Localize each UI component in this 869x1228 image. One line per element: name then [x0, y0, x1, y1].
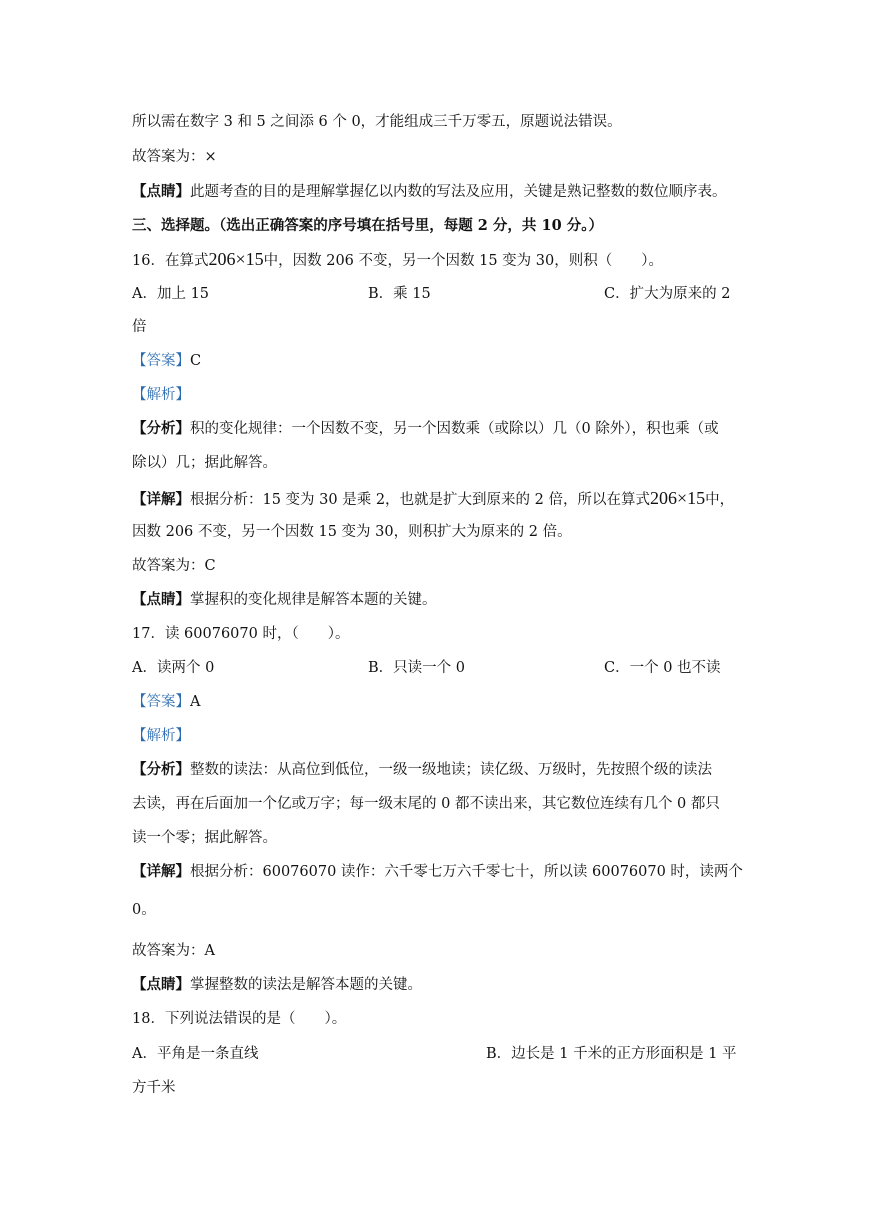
- xiangjie-tag: 【详解】: [132, 863, 190, 880]
- xiangjie-tag: 【详解】: [132, 491, 190, 508]
- xiangjie-text: 根据分析：60076070 读作：六千零七万六千零七十，所以读 60076070 时，读两个: [190, 864, 743, 880]
- xiangjie-line: [132, 488, 734, 510]
- final-answer: 故答案为：A: [132, 943, 215, 959]
- fenxi-line: [132, 419, 719, 439]
- option-a: A．加上 15: [132, 286, 210, 302]
- dianjing-tag: 【点睛】: [132, 976, 190, 993]
- fenxi-line: 去读，再在后面加一个亿或万字；每一级末尾的 0 都不读出来，其它数位连续有几个 0 都只: [132, 796, 720, 812]
- fenxi-line: 读一个零；据此解答。: [132, 830, 277, 846]
- option-b: B．乘 15: [368, 286, 431, 302]
- option-b: B．边长是 1 千米的正方形面积是 1 平: [486, 1046, 737, 1062]
- answer-value: A: [190, 694, 201, 710]
- answer-line: 故答案为：×: [132, 149, 217, 165]
- dianjing-line: [132, 182, 727, 202]
- fenxi-text: 整数的读法：从高位到低位，一级一级地读；读亿级、万级时，先按照个级的读法: [190, 762, 712, 778]
- option-a: A．读两个 0: [132, 660, 215, 676]
- question-17-stem: 17．读 60076070 时，（ ）。: [132, 626, 350, 642]
- fenxi-text: 积的变化规律：一个因数不变，另一个因数乘（或除以）几（0 除外），积也乘（或: [190, 421, 719, 437]
- final-answer: 故答案为：C: [132, 558, 216, 574]
- fenxi-line: [132, 760, 712, 780]
- question-18-stem: 18．下列说法错误的是（ ）。: [132, 1011, 347, 1027]
- option-c: C．一个 0 也不读: [604, 660, 721, 676]
- dianjing-tag: 【点睛】: [132, 591, 190, 608]
- xiangjie-line: 0。: [132, 902, 156, 918]
- option-b-continued: 方千米: [132, 1080, 176, 1096]
- option-c: C．扩大为原来的 2: [604, 286, 731, 302]
- xiangjie-text: 根据分析：15 变为 30 是乘 2，也就是扩大到原来的 2 倍，所以在算式: [190, 492, 651, 508]
- answer-tag: 【答案】: [132, 694, 190, 710]
- answer-line: [132, 692, 200, 712]
- section-heading: 三、选择题。（选出正确答案的序号填在括号里，每题 2 分，共 10 分。）: [132, 217, 603, 234]
- dianjing-line: [132, 975, 422, 995]
- xiangjie-line: [132, 862, 743, 882]
- stem-part: 中，因数 206 不变，另一个因数 15 变为 30，则积（ ）。: [263, 253, 663, 269]
- xiangjie-text: 中，: [705, 492, 735, 508]
- stem-part: 16．在算式: [132, 253, 209, 269]
- analysis-tag: 【解析】: [132, 387, 190, 403]
- fenxi-tag: 【分析】: [132, 761, 190, 778]
- answer-tag: 【答案】: [132, 353, 190, 369]
- fenxi-line: 除以）几；据此解答。: [132, 455, 277, 471]
- question-16-stem: [132, 249, 663, 271]
- option-a: A．平角是一条直线: [132, 1046, 259, 1062]
- dianjing-text: 掌握整数的读法是解答本题的关键。: [190, 977, 422, 993]
- math-expression: 206×15: [650, 488, 706, 508]
- dianjing-line: [132, 590, 437, 610]
- analysis-tag: 【解析】: [132, 728, 190, 744]
- option-c-continued: 倍: [132, 319, 147, 335]
- xiangjie-line: 因数 206 不变，另一个因数 15 变为 30，则积扩大为原来的 2 倍。: [132, 524, 572, 540]
- text-line: 所以需在数字 3 和 5 之间添 6 个 0，才能组成三千万零五，原题说法错误。: [132, 114, 622, 130]
- math-expression: 206×15: [208, 249, 264, 269]
- answer-value: C: [190, 353, 202, 369]
- dianjing-text: 掌握积的变化规律是解答本题的关键。: [190, 592, 437, 608]
- dianjing-text: 此题考查的目的是理解掌握亿以内数的写法及应用，关键是熟记整数的数位顺序表。: [190, 184, 727, 200]
- dianjing-tag: 【点睛】: [132, 183, 190, 200]
- answer-line: [132, 351, 201, 371]
- fenxi-tag: 【分析】: [132, 420, 190, 437]
- option-b: B．只读一个 0: [368, 660, 465, 676]
